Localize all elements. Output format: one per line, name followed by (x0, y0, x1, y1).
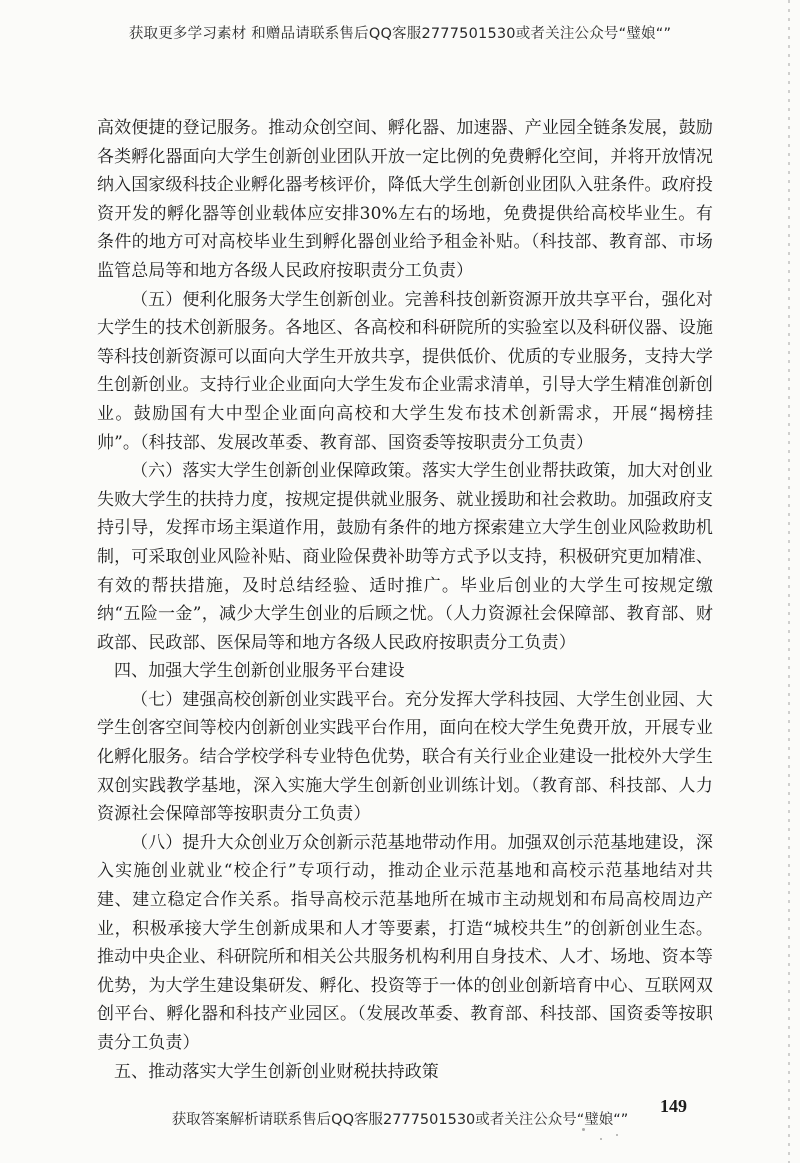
section-heading-4: 四、加强大学生创新创业服务平台建设 (114, 661, 405, 682)
page-header: 获取更多学习素材 和赠品请联系售后QQ客服2777501530或者关注公众号“璧娘“” (128, 26, 672, 42)
paragraph-section-8: （八）提升大众创业万众创新示范基地带动作用。加强双创示范基地建设，深入实施创业就业“校企行”专项行动，推动企业示范基地和高校示范基地结对共建、建立稳定合作关系。指导高校示范基地所在城市主动规划和布局高校周边产业，积极承接大学生创新成果和人才等要素，打造“城校共生”的创新创业生态。推动中央企业、科研院所和相关公共服务机构利用自身技术、人才、场地、资本等优势，为大学生建设集研发、孵化、投资等于一体的创业创新培育中心、互联网双创平台、孵化器和科技产业园区。（发展改革委、教育部、科技部、国资委等按职责分工负责） (97, 832, 713, 1053)
paragraph-section-6: （六）落实大学生创新创业保障政策。落实大学生创业帮扶政策，加大对创业失败大学生的扶持力度，按规定提供就业服务、就业援助和社会救助。加强政府支持引导，发挥市场主渠道作用，鼓励有条件的地方探索建立大学生创业风险救助机制，可采取创业风险补贴、商业险保费补助等方式予以支持，积极研究更加精准、有效的帮扶措施，及时总结经验、适时推广。毕业后创业的大学生可按规定缴纳“五险一金”，减少大学生创业的后顾之忧。（人力资源社会保障部、教育部、财政部、民政部、医保局等和地方各级人民政府按职责分工负责） (97, 461, 713, 653)
section-heading-5: 五、推动落实大学生创新创业财税扶持政策 (114, 1061, 439, 1082)
page-footer: 获取答案解析请联系售后QQ客服2777501530或者关注公众号“璧娘“” (171, 1112, 629, 1128)
paragraph-section-7: （七）建强高校创新创业实践平台。充分发挥大学科技园、大学生创业园、大学生创客空间等校内创新创业实践平台作用，面向在校大学生免费开放，开展专业化孵化服务。结合学校学科专业特色优势，联合有关行业企业建设一批校外大学生双创实践教学基地，深入实施大学生创新创业训练计划。（教育部、科技部、人力资源社会保障部等按职责分工负责） (97, 689, 713, 825)
scan-speck (600, 1138, 602, 1140)
paragraph-section-5: （五）便利化服务大学生创新创业。完善科技创新资源开放共享平台，强化对大学生的技术创新服务。各地区、各高校和科研院所的实验室以及科研仪器、设施等科技创新资源可以面向大学生开放共享，提供低价、优质的专业服务，支持大学生创新创业。支持行业企业面向大学生发布企业需求清单，引导大学生精准创新创业。鼓励国有大中型企业面向高校和大学生发布技术创新需求，开展“揭榜挂帅”。（科技部、发展改革委、教育部、国资委等按职责分工负责） (97, 289, 713, 453)
paragraph-continuation: 高效便捷的登记服务。推动众创空间、孵化器、加速器、产业园全链条发展，鼓励各类孵化器面向大学生创新创业团队开放一定比例的免费孵化空间，并将开放情况纳入国家级科技企业孵化器考核评价，降低大学生创新创业团队入驻条件。政府投资开发的孵化器等创业载体应安排30%左右的场地，免费提供给高校毕业生。有条件的地方可对高校毕业生到孵化器创业给予租金补贴。（科技部、教育部、市场监管总局等和地方各级人民政府按职责分工负责） (97, 118, 713, 281)
document-body (97, 114, 713, 1086)
scan-speck (616, 1134, 618, 1136)
scan-edge-artifact (788, 0, 790, 1163)
page-number: 149 (660, 1096, 687, 1116)
scan-speck (582, 1128, 585, 1131)
